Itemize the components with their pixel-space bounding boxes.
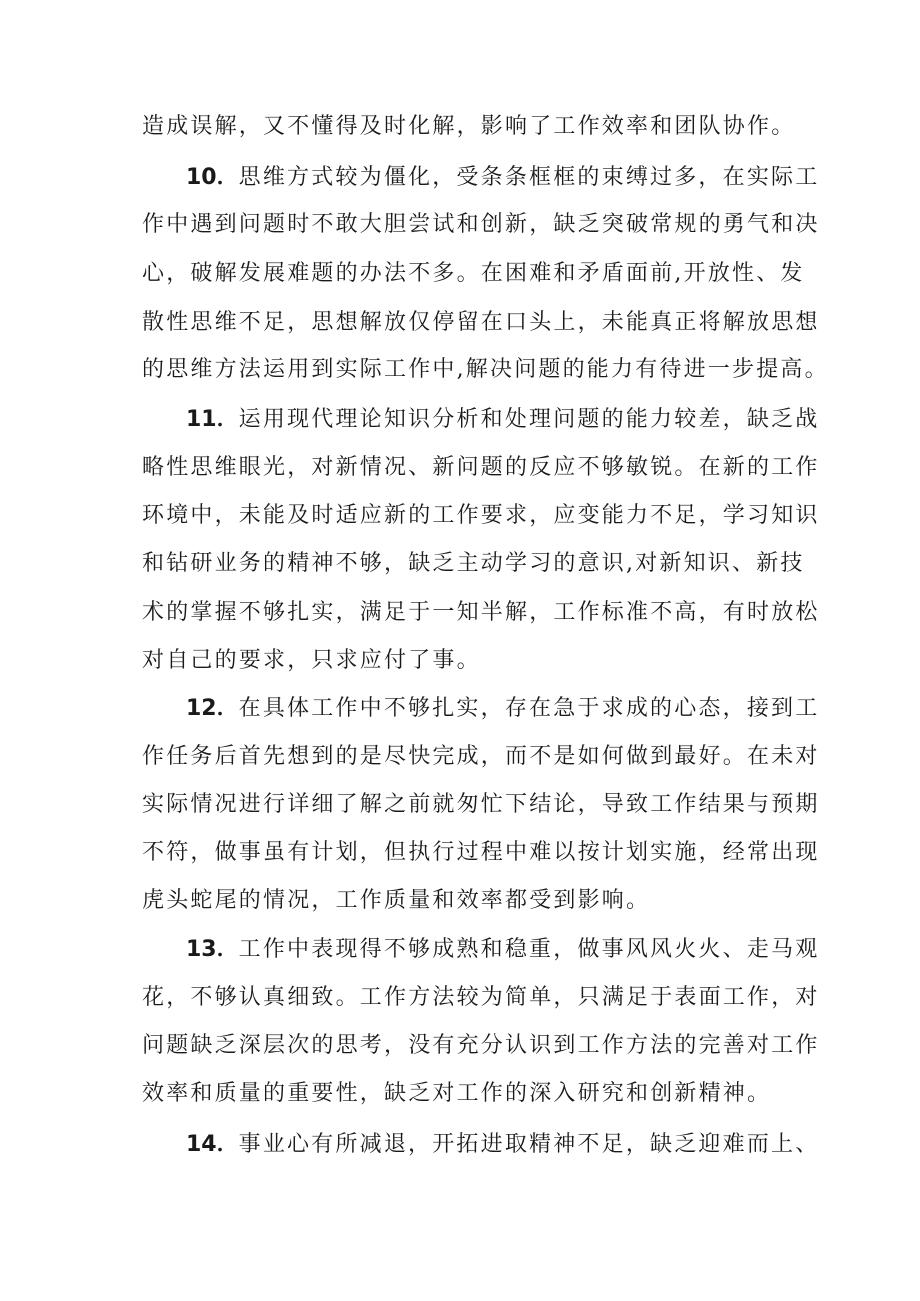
text-line: 心，破解发展难题的办法不多。在困难和矛盾面前,开放性、发	[142, 261, 805, 286]
text-line: 略性思维眼光，对新情况、新问题的反应不够敏锐。在新的工作	[142, 455, 820, 480]
text-line: 虎头蛇尾的情况，工作质量和效率都受到影响。	[142, 888, 651, 913]
text-line: 作任务后首先想到的是尽快完成，而不是如何做到最好。在未对	[142, 744, 820, 769]
item-text: 事业心有所减退，开拓进取精神不足，缺乏迎难而上、	[238, 1132, 820, 1157]
text-line: 散性思维不足，思想解放仅停留在口头上，未能真正将解放思想	[142, 310, 820, 335]
text-line: 的思维方法运用到实际工作中,解决问题的能力有待进一步提高。	[142, 357, 829, 382]
item-13-first-line	[186, 935, 820, 965]
text-line: 不符，做事虽有计划，但执行过程中难以按计划实施，经常出现	[142, 840, 820, 865]
item-text: 工作中表现得不够成熟和稳重，做事风风火火、走马观	[238, 937, 820, 962]
item-number: 10．	[186, 165, 239, 190]
text-line: 造成误解，又不懂得及时化解，影响了工作效率和团队协作。	[142, 114, 796, 139]
item-text: 在具体工作中不够扎实，存在急于求成的心态，接到工	[238, 696, 820, 721]
text-line: 和钻研业务的精神不够，缺乏主动学习的意识,对新知识、新技	[142, 551, 805, 576]
text-line: 实际情况进行详细了解之前就匆忙下结论，导致工作结果与预期	[142, 792, 820, 817]
text-line: 术的掌握不够扎实，满足于一知半解，工作标准不高，有时放松	[142, 600, 820, 625]
text-line: 作中遇到问题时不敢大胆尝试和创新，缺乏突破常规的勇气和决	[142, 212, 820, 237]
item-number: 12．	[186, 696, 239, 721]
text-line: 环境中，未能及时适应新的工作要求，应变能力不足，学习知识	[142, 503, 820, 528]
item-number: 13．	[186, 937, 239, 962]
text-line: 对自己的要求，只求应付了事。	[142, 648, 481, 673]
item-text: 运用现代理论知识分析和处理问题的能力较差，缺乏战	[238, 407, 820, 432]
item-text: 思维方式较为僵化，受条条框框的束缚过多，在实际工	[238, 165, 820, 190]
text-line: 花，不够认真细致。工作方法较为简单，只满足于表面工作，对	[142, 985, 820, 1010]
item-12-first-line	[186, 694, 820, 724]
item-number: 14．	[186, 1132, 239, 1157]
item-14-first-line	[186, 1130, 820, 1160]
item-10-first-line	[186, 163, 820, 193]
text-line: 效率和质量的重要性，缺乏对工作的深入研究和创新精神。	[142, 1081, 772, 1106]
item-11-first-line	[186, 405, 820, 435]
item-number: 11．	[186, 407, 239, 432]
text-line: 问题缺乏深层次的思考，没有充分认识到工作方法的完善对工作	[142, 1033, 820, 1058]
